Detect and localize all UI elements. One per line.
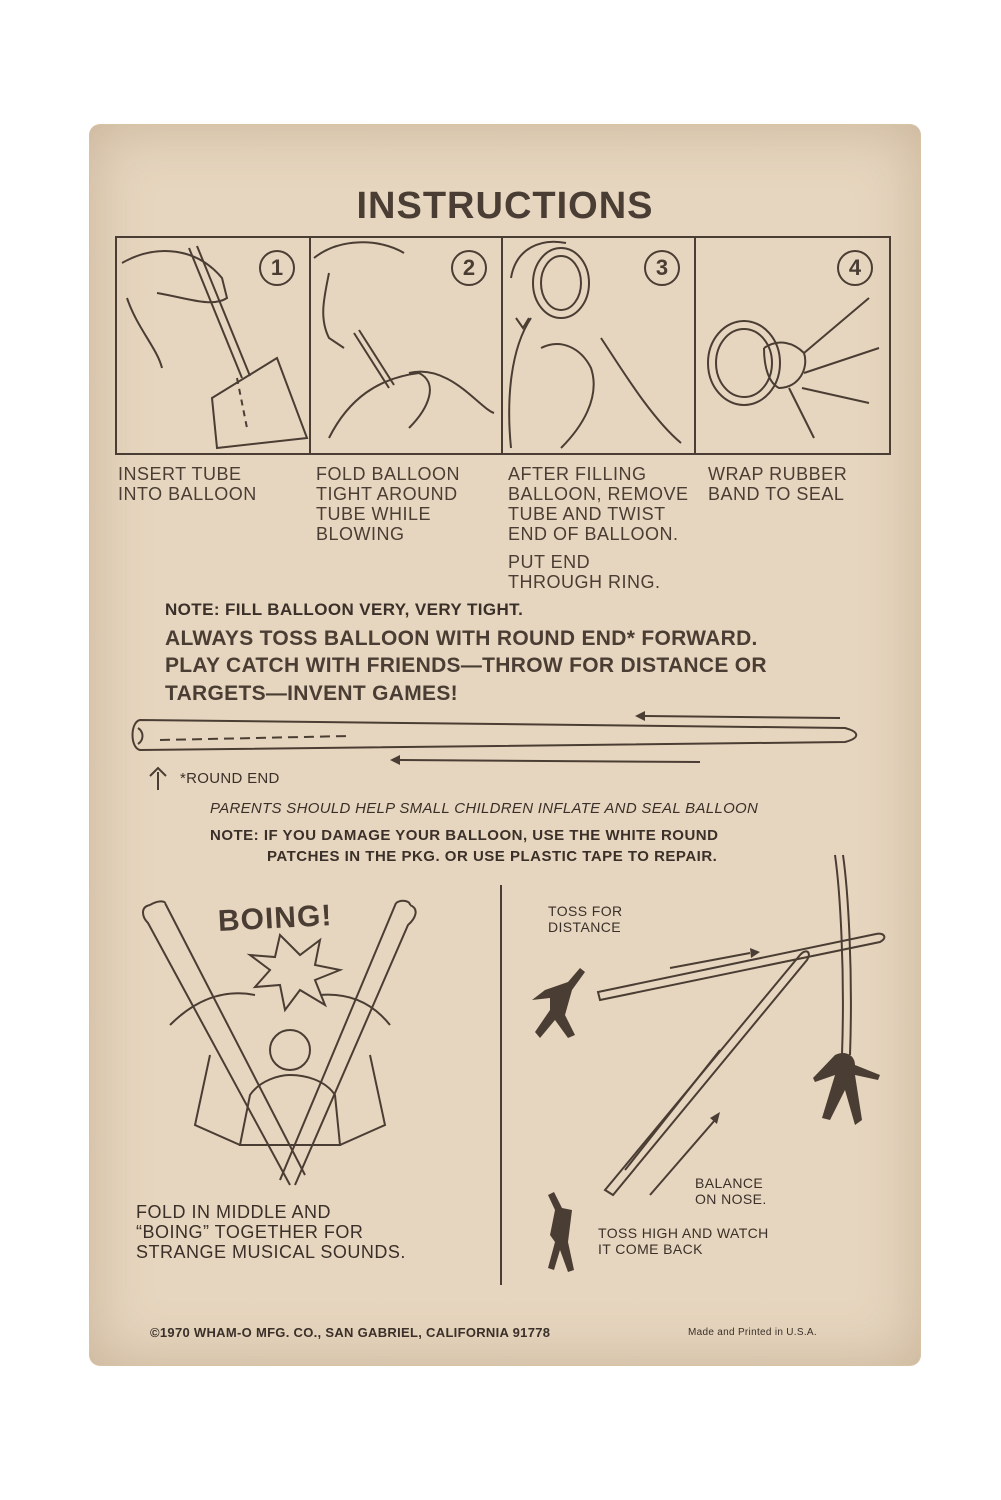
step-caption-3-extra: PUT END THROUGH RING.: [508, 552, 661, 592]
step-panel-3: [501, 238, 696, 453]
toss-line-1: ALWAYS TOSS BALLOON WITH ROUND END* FORWARD.: [165, 627, 758, 650]
twist-ring-illustration: [501, 238, 694, 453]
parents-note: PARENTS SHOULD HELP SMALL CHILDREN INFLATE AND SEAL BALLOON: [210, 800, 759, 817]
damage-note-line-1: NOTE: IF YOU DAMAGE YOUR BALLOON, USE THE WHITE ROUND: [210, 827, 719, 844]
boing-caption: FOLD IN MIDDLE AND “BOING” TOGETHER FOR STRANGE MUSICAL SOUNDS.: [136, 1202, 406, 1262]
blowing-illustration: [309, 238, 501, 453]
boing-label: BOING!: [217, 899, 334, 938]
copyright-text: ©1970 WHAM-O MFG. CO., SAN GABRIEL, CALIFORNIA 91778: [150, 1325, 551, 1340]
step-caption-3: AFTER FILLING BALLOON, REMOVE TUBE AND TWIST END OF BALLOON.: [508, 464, 689, 544]
section-divider: [500, 885, 502, 1285]
toss-line-2: PLAY CATCH WITH FRIENDS—THROW FOR DISTANCE OR: [165, 654, 767, 677]
toss-line-3: TARGETS—INVENT GAMES!: [165, 682, 458, 705]
step-caption-2: FOLD BALLOON TIGHT AROUND TUBE WHILE BLOWING: [316, 464, 461, 544]
round-end-label: *ROUND END: [180, 770, 280, 787]
step-number: 2: [451, 250, 487, 286]
fill-note: NOTE: FILL BALLOON VERY, VERY TIGHT.: [165, 600, 524, 619]
toss-games-illustration: [510, 850, 910, 1270]
damage-note-line-2: PATCHES IN THE PKG. OR USE PLASTIC TAPE TO REPAIR.: [267, 848, 718, 865]
toss-high-label: TOSS HIGH AND WATCH IT COME BACK: [598, 1225, 769, 1257]
balance-nose-label: BALANCE ON NOSE.: [695, 1175, 767, 1207]
step-caption-1: INSERT TUBE INTO BALLOON: [118, 464, 257, 504]
step-panel-2: [309, 238, 503, 453]
step-panel-1: [117, 238, 311, 453]
insert-tube-illustration: [117, 238, 309, 453]
instruction-card: [90, 125, 920, 1365]
step-panel-4: [694, 238, 887, 453]
made-in-text: Made and Printed in U.S.A.: [688, 1327, 817, 1338]
step-number: 3: [644, 250, 680, 286]
step-number: 1: [259, 250, 295, 286]
step-caption-4: WRAP RUBBER BAND TO SEAL: [708, 464, 848, 504]
toss-distance-label: TOSS FOR DISTANCE: [548, 903, 623, 935]
page-title: INSTRUCTIONS: [356, 185, 654, 227]
boing-illustration: [130, 895, 430, 1195]
wrap-band-illustration: [694, 238, 887, 453]
steps-strip: [115, 236, 891, 455]
step-number: 4: [837, 250, 873, 286]
